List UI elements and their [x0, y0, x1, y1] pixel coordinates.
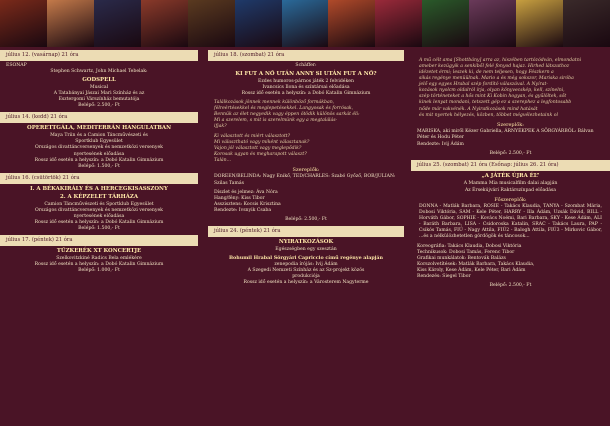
photo-9 — [375, 0, 422, 47]
crew-line: Kiss Károly, Kese Ádám, Kele Péter, Bari Ádám — [417, 267, 526, 273]
cast-heading: Szereplők: — [292, 166, 320, 173]
crew-line: Koreográfia: Takács Klaudia, Dobosi Viktória — [417, 243, 522, 249]
event-blurb — [214, 100, 398, 130]
date-header: július 24. (péntek) 21 óra — [208, 226, 404, 237]
event-nyiratkozasok — [214, 239, 398, 287]
event-price: Belépő: 2.500,- Ft — [78, 103, 120, 109]
event-line: Szelkovitzkiné Radics Bela emlékére — [56, 256, 142, 262]
column-left — [0, 49, 198, 426]
blurb-line: Ki választott és miért választott? — [214, 133, 291, 139]
blurb-line: nőde már vakvénék. A Nyiratkozások mind hatását — [419, 106, 538, 112]
photo-6 — [235, 0, 282, 47]
crew-line: Grafikai munkálatok: Bentovák Balázs — [417, 255, 506, 261]
event-line: Egészségben egy szesztán — [275, 246, 337, 252]
blurb-line: ameber kezügyik a senkiből felé fonyod hajaz. Hirhed látszathoz — [419, 64, 570, 70]
blurb-line: Bennük az élet negyedik vagy éppen ötödik különös sarkát éli: — [214, 112, 360, 118]
date-header: július 16. (csütörtök) 21 óra — [0, 173, 198, 184]
credit-line: Díszlet és jelmez: Áva Nóra — [214, 189, 278, 195]
event-line: A Mamma Mia musicalfilm dalai alapján — [463, 181, 558, 187]
blurb-line: szép történeteket a hős mint Ki Kobin hogyan, és gyűlöltek, sőt — [419, 94, 567, 100]
event-title: GODSPELL — [82, 76, 116, 83]
event-type: Musical — [89, 85, 109, 91]
event-blurb-2 — [214, 134, 398, 164]
event-authors: Stephen Schwartz, John Michael Tebelak: — [50, 68, 148, 74]
event-line: Országos divattáncversenyek és nemzetközi versenyek — [35, 207, 163, 213]
photo-11 — [469, 0, 516, 47]
event-line: nyertesének előadása — [73, 213, 125, 219]
event-line: nyertesének előadása — [73, 151, 125, 157]
blurb-line: jelő egy egyes Hrabal szép fordító válaszával. A Nyírat- — [419, 82, 548, 88]
event-title: OPERETTGÁLA, MEDITERRÁN HANGULATBAN — [27, 125, 171, 132]
blurb-line: Találkozások jönnek mennek különböző formákban, — [214, 100, 335, 106]
date-header: július 18. (szombat) 21 óra — [208, 50, 404, 61]
event-price: Belépő: 1.500,- Ft — [78, 163, 120, 169]
photo-3 — [94, 0, 141, 47]
event-title: „A JÁTÉK ÚJRA ÉL” — [481, 173, 540, 180]
event-ki-fut — [214, 63, 398, 97]
photo-4 — [141, 0, 188, 47]
date-header: július 25. (szombat) 21 óra (Esőnap: július 26. 21 óra) — [411, 160, 610, 171]
event-line: Camion Táncművészeti és Sportklub Egyesület — [44, 201, 154, 207]
main-cast-list: DONNA - Matlák Barbara, ROSIE - Takács Klaudia, TANYA - Szombat Mária, Dobosi Viktória, SAM - Kele Péter, HARRY - Illa Ádám, Uzsák Dávid, BILL - Horváth Gábor, SOPHIE - Kovács Noémi, Bari Barbara, SKY - Kese Ádám, ALI - Baráth Barbara, LISA - Csidoroska Katalin, SRAC - Takács Laura, PAP - Csikós Tamás, FIÚ - Nagy Attila, FIÚ2 - Balogh Attila, FIÚ3 - Mirkovic Gábor, ...és a nélkülözhetetlen gördögök és táncosok... — [419, 204, 602, 240]
director: Rendezte: Ivij Ádám — [417, 142, 464, 148]
photo-13 — [563, 0, 610, 47]
event-line: Maya Triin és a Camion Táncművészeti és — [50, 133, 148, 139]
credit-line: Asszisztens: Kocsis Krisztina — [214, 201, 281, 207]
event-title: NYIRATKOZÁSOK — [278, 238, 334, 245]
blurb-line: Talán... — [214, 157, 231, 163]
column-middle — [208, 49, 404, 426]
blurb-line: és mit nyertek hélyezés, közben, többet mégvélezhetaink ol — [419, 112, 558, 118]
event-location: Rossz idő esetén a helyszín: a Dobó Katalin Gimnázium — [34, 157, 164, 163]
event-line: Országos divattáncversenyek és nemzetközi versenyek — [35, 145, 163, 151]
blurb-line: A mű célt ama [Shottbány] arra az, hiszében tartózódván, elmondatni — [419, 58, 582, 63]
event-price: Belépő: 1.500,- Ft — [78, 226, 120, 232]
photo-1 — [0, 0, 47, 47]
event-location: Rossz idő esetén a helyszín: a Dobó Katalin Gimnázium — [34, 262, 164, 268]
event-operettgala — [6, 125, 192, 170]
event-type: Ezdes humoros-párnos játék 2 felvidéken — [257, 79, 354, 85]
event-a-jatek — [417, 173, 604, 193]
event-location: Rossz idő esetén a helyszín: a Dobó Katalin Gimnázium — [241, 91, 371, 97]
crew-line: Rendezés: Siegel Tibor — [417, 273, 471, 279]
blurb-line: Korosak ugyan és megharapott választ? — [214, 151, 307, 157]
cast-list: MARISKA, aki miről Kézer Gabriella, ÁRNYÉKPEK A SÖRGYÁRBÓL: Bálvan Péter és Hodu Péter — [417, 129, 594, 141]
cast-list: DOREEN/BELINDA: Nagy Enikő, TED/CHARLES: Szabó Győző, BOB/JULIAN: Szilas Tamás — [214, 174, 396, 186]
event-location: Rossz idő esetén a helyszín: a Dobó Katalin Gimnázium — [34, 220, 164, 226]
blurb-line: kinek lenyat mondani, tetszett gép ez a szerephez a legfontosabb — [419, 100, 572, 106]
photo-8 — [328, 0, 375, 47]
crew-line: Korszolvetítések: Matlák Barbara, Takács Klaudia, — [417, 261, 535, 267]
event-godspell — [6, 63, 192, 110]
photo-7 — [282, 0, 329, 47]
blurb-line: kozások nyolcm oldalról írja, olyan könyvecskép, kell, színelni, — [419, 88, 565, 94]
date-header: július 14. (kedd) 21 óra — [0, 112, 198, 123]
event-author: Schäffer: — [295, 62, 317, 68]
event-bekakiraly — [6, 186, 192, 233]
column-right — [411, 49, 610, 426]
blurb-line: ifjak? — [214, 124, 227, 130]
cast-heading: Szereplők: — [497, 121, 524, 128]
rain-day-note: ESONAP — [6, 62, 27, 68]
date-header: július 17. (péntek) 21 óra — [0, 235, 198, 246]
event-performer: A Tatabányai Jászai Mari Színház és az — [53, 91, 145, 97]
event-tuzkerek — [6, 248, 192, 274]
blurb-line: Mi a szerelem, s mit is szerelmünk egy a megtalálás- — [214, 118, 338, 124]
credit-line: Rendezte: Ivsnyik Csaba — [214, 207, 272, 213]
blurb-line: Mi választható vagy miként választanak? — [214, 139, 310, 145]
blurb-line: félreértésekkel és meglepetésekkel. Langyosak és forrósak, — [214, 106, 354, 112]
photo-5 — [188, 0, 235, 47]
photo-12 — [516, 0, 563, 47]
event-line: zenepodia írójás: Ivij Ádám — [274, 262, 338, 268]
date-header: július 12. (vasárnap) 21 óra — [0, 50, 198, 61]
event-price: Belépő: 2.500,- Ft — [489, 282, 532, 288]
event-line: produkciója — [292, 274, 320, 280]
crew — [417, 244, 604, 280]
blurb-line: sikás regénye menüülnak. Mario a és még sokszor, Mariska siróba — [419, 76, 574, 82]
photo-strip — [0, 0, 610, 47]
photo-10 — [422, 0, 469, 47]
event-title: I. A BÉKAKIRÁLY ÉS A HERCEGKISASSZONY — [30, 185, 168, 192]
credit-line: Hang/fény: Kiss Tibor — [214, 195, 265, 201]
event-location: Rossz idő esetén a helyszín: a Városterem Nagyterme — [243, 280, 369, 286]
event-line: Sportklub Egyesület — [75, 139, 123, 145]
event-line: Az Érsekújvári Raktárszínpad előadása — [464, 187, 557, 193]
event-line: A Szegedi Nemzeti Színház és az Sz-projekt közös — [247, 268, 365, 274]
photo-2 — [47, 0, 94, 47]
blurb-line: Vajon jól választott vagy meglepődik? — [214, 145, 302, 151]
event-performer: Ivancsics Ilona és színtársai előadása — [262, 85, 350, 91]
event-title: TŰZKERÉK XT KONCERTJE — [56, 248, 142, 254]
event-price: Belépő: 2.500,- Ft — [489, 151, 532, 157]
event-performer-2: Esztergomi Várszínház bemutatója — [58, 97, 140, 103]
event-title-2: 2. A KÉPZELET TÁRHÁZA — [59, 193, 138, 200]
main-cast-heading: Főszereplők: — [494, 196, 527, 203]
credits — [214, 190, 398, 214]
nyiratkozasok-blurb — [419, 58, 602, 119]
crew-line: Technikusok: Dobosi Tamás, Ferenc Tibor — [417, 249, 515, 255]
event-title: KI FUT A NŐ UTÁN ANNY SI UTÁN FUT A NŐ? — [235, 70, 377, 77]
event-price: Belépő: 2.500,- Ft — [285, 216, 327, 222]
event-price: Belépő: 1.000,- Ft — [78, 268, 120, 274]
event-line-bold: Bohumil Hrabal Sörgyári Capriccio című regénye alapján — [228, 254, 384, 261]
blurb-line: idézetet érmi; leszek ki, de nem teljesen, hogy Fészkern a — [419, 70, 554, 76]
